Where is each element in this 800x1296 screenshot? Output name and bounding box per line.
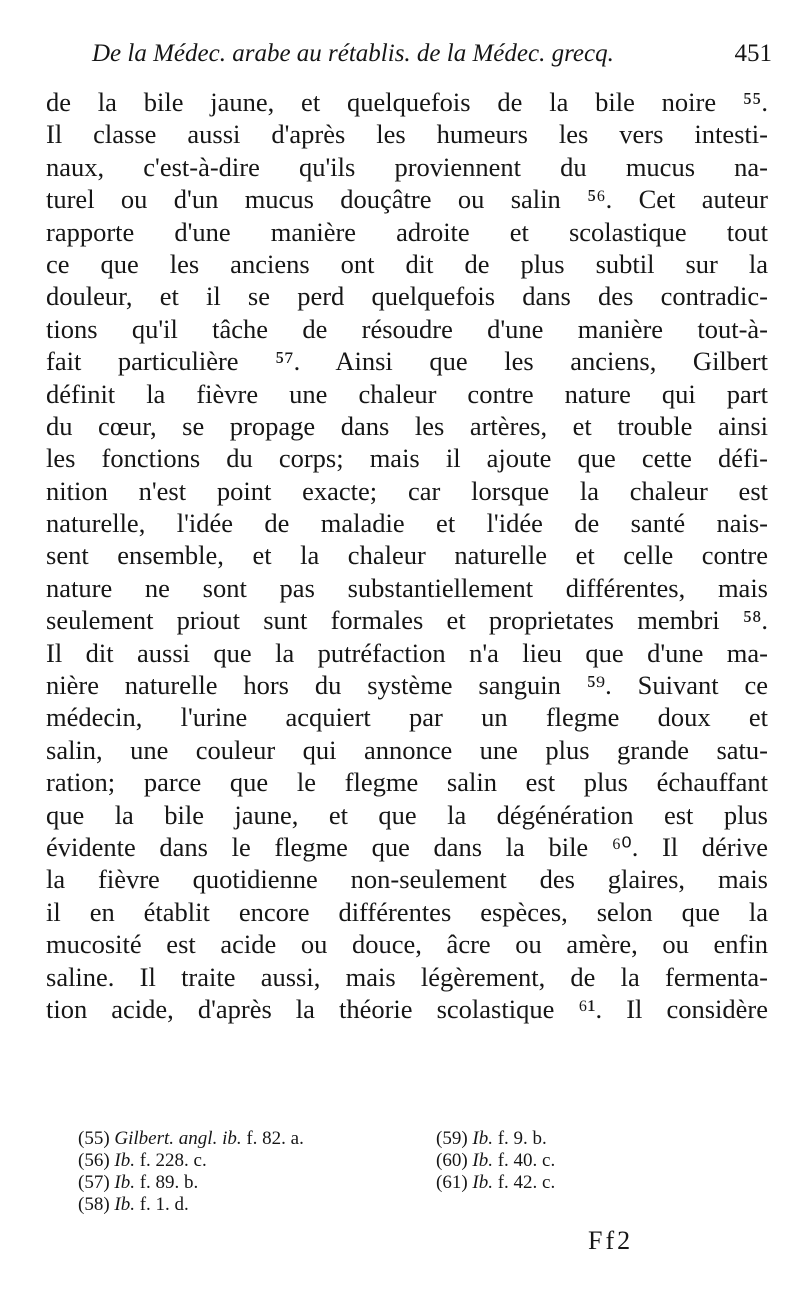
text-line: seulement priout sunt formales et proprietates membri ⁵⁸. bbox=[46, 605, 768, 636]
text-line: de la bile jaune, et quelquefois de la bile noire ⁵⁵. bbox=[46, 87, 768, 117]
footnote bbox=[78, 1150, 304, 1172]
signature-mark: Ff2 bbox=[588, 1226, 634, 1255]
text-line: il en établit encore différentes espèces, selon que la bbox=[46, 896, 768, 927]
footnote-reference: Ib. bbox=[472, 1172, 493, 1193]
footnote bbox=[78, 1128, 304, 1150]
footnote-number: (59) bbox=[436, 1128, 468, 1149]
footnote-reference: Ib. bbox=[114, 1194, 135, 1215]
footnote-location: f. 9. b. bbox=[497, 1128, 547, 1149]
footnote-location: f. 1. d. bbox=[139, 1194, 189, 1215]
footnote-reference: Ib. bbox=[472, 1150, 493, 1171]
footnote bbox=[436, 1128, 555, 1150]
footnote-reference: Ib. bbox=[114, 1150, 135, 1171]
text-line: sent ensemble, et la chaleur naturelle et celle contre bbox=[46, 540, 768, 571]
footnote-location: f. 89. b. bbox=[139, 1172, 199, 1193]
footnote-number: (61) bbox=[436, 1172, 468, 1193]
footnote bbox=[436, 1172, 555, 1194]
text-line: fait particulière ⁵⁷. Ainsi que les anciens, Gilbert bbox=[46, 346, 768, 377]
page-number: 451 bbox=[734, 40, 772, 67]
running-title: De la Médec. arabe au rétablis. de la Médec. grecq. bbox=[92, 40, 614, 67]
text-line: tions qu'il tâche de résoudre d'une manière tout-à- bbox=[46, 313, 768, 344]
footnote-location: f. 82. a. bbox=[246, 1128, 304, 1149]
footnote-reference: Gilbert. angl. ib. bbox=[114, 1128, 242, 1149]
footnote-location: f. 228. c. bbox=[139, 1150, 207, 1171]
footnote bbox=[78, 1172, 304, 1194]
text-line: ce que les anciens ont dit de plus subtil sur la bbox=[46, 248, 768, 279]
footnote-number: (56) bbox=[78, 1150, 110, 1171]
text-line: turel ou d'un mucus douçâtre ou salin ⁵⁶. Cet auteur bbox=[46, 184, 768, 215]
footnote bbox=[436, 1150, 555, 1172]
text-line: Il dit aussi que la putréfaction n'a lieu que d'une ma- bbox=[46, 637, 768, 668]
text-line: les fonctions du corps; mais il ajoute que cette défi- bbox=[46, 443, 768, 474]
text-line: nition n'est point exacte; car lorsque la chaleur est bbox=[46, 475, 768, 506]
text-line: tion acide, d'après la théorie scolastique ⁶¹. Il considère bbox=[46, 993, 768, 1024]
text-line: rapporte d'une manière adroite et scolastique tout bbox=[46, 216, 768, 247]
text-line: définit la fièvre une chaleur contre nature qui part bbox=[46, 378, 768, 409]
footnotes-right-column bbox=[436, 1128, 555, 1194]
text-line: naux, c'est-à-dire qu'ils proviennent du mucus na- bbox=[46, 151, 768, 182]
text-line: nature ne sont pas substantiellement différentes, mais bbox=[46, 572, 768, 603]
footnotes-left-column bbox=[78, 1128, 304, 1216]
text-line: naturelle, l'idée de maladie et l'idée de santé nais- bbox=[46, 508, 768, 539]
footnote-number: (60) bbox=[436, 1150, 468, 1171]
text-line: salin, une couleur qui annonce une plus grande satu- bbox=[46, 734, 768, 765]
text-line: la fièvre quotidienne non-seulement des glaires, mais bbox=[46, 864, 768, 895]
text-line: mucosité est acide ou douce, âcre ou amère, ou enfin bbox=[46, 929, 768, 960]
footnote-location: f. 42. c. bbox=[497, 1172, 556, 1193]
running-header bbox=[92, 40, 772, 76]
text-line: évidente dans le flegme que dans la bile ⁶⁰. Il dérive bbox=[46, 831, 768, 862]
footnote-number: (57) bbox=[78, 1172, 110, 1193]
footnote-number: (55) bbox=[78, 1128, 110, 1149]
footnote-number: (58) bbox=[78, 1194, 110, 1215]
body-text bbox=[46, 86, 768, 1025]
text-line: douleur, et il se perd quelquefois dans des contradic- bbox=[46, 281, 768, 312]
text-line: que la bile jaune, et que la dégénération est plus bbox=[46, 799, 768, 830]
text-line: ration; parce que le flegme salin est plus échauffant bbox=[46, 767, 768, 798]
footnote bbox=[78, 1194, 304, 1216]
footnote-reference: Ib. bbox=[472, 1128, 493, 1149]
text-line: du cœur, se propage dans les artères, et trouble ainsi bbox=[46, 410, 768, 441]
footnote-reference: Ib. bbox=[114, 1172, 135, 1193]
text-line: saline. Il traite aussi, mais légèrement, de la fermenta- bbox=[46, 961, 768, 992]
footnote-location: f. 40. c. bbox=[497, 1150, 556, 1171]
text-line: Il classe aussi d'après les humeurs les vers intesti- bbox=[46, 119, 768, 150]
text-line: médecin, l'urine acquiert par un flegme doux et bbox=[46, 702, 768, 733]
text-line: nière naturelle hors du système sanguin ⁵⁹. Suivant ce bbox=[46, 670, 768, 701]
